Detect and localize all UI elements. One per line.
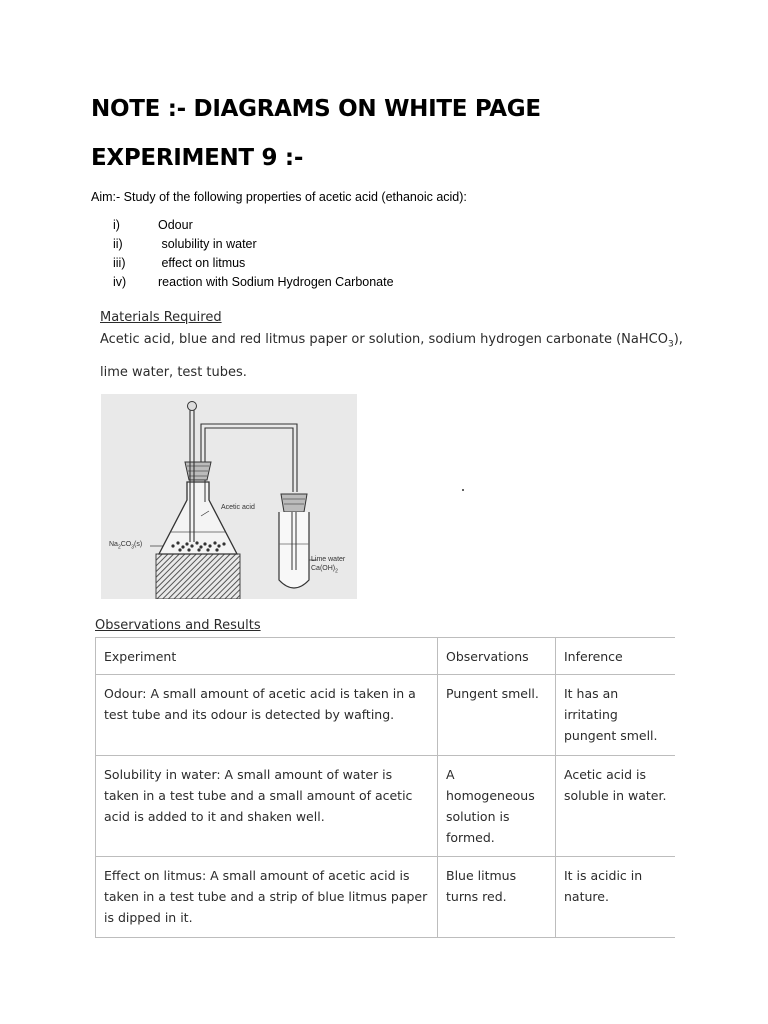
particle — [195, 541, 198, 544]
particle — [185, 542, 188, 545]
particle — [187, 548, 190, 551]
table-row — [96, 857, 676, 938]
particle — [213, 541, 216, 544]
particle — [208, 544, 211, 547]
particle — [206, 548, 209, 551]
label-acetic-acid: Acetic acid — [221, 504, 255, 511]
particle — [203, 542, 206, 545]
list-item — [113, 218, 513, 237]
cell-experiment: Odour: A small amount of acetic acid is taken in a test tube and its odour is detected by wafting. — [96, 675, 438, 756]
list-item-text: Odour — [158, 218, 193, 232]
label-calcium-hydroxide: $Ca(OH)_2$ — [311, 565, 338, 575]
materials-heading: Materials Required — [100, 310, 222, 325]
list-item — [113, 237, 513, 256]
cell-experiment: Solubility in water: A small amount of water is taken in a test tube and a small amount of acetic acid is added to it and shaken well. — [96, 756, 438, 857]
cell-inference: It is acidic in nature. — [556, 857, 676, 938]
header-experiment: Experiment — [96, 638, 438, 675]
aim-text: Aim:- Study of the following properties of acetic acid (ethanoic acid): — [91, 190, 467, 204]
table-row — [96, 675, 676, 756]
particle — [190, 544, 193, 547]
cell-experiment: Effect on litmus: A small amount of acetic acid is taken in a test tube and a strip of blue litmus paper is dipped in it. — [96, 857, 438, 938]
list-item-number: iv) — [113, 275, 127, 289]
materials-body — [100, 326, 690, 386]
cell-observation: Pungent smell. — [438, 675, 556, 756]
test-tube-stopper — [281, 494, 307, 512]
delivery-tube — [201, 424, 297, 492]
table-row — [96, 756, 676, 857]
observations-heading: Observations and Results — [95, 618, 261, 633]
cell-inference: Acetic acid is soluble in water. — [556, 756, 676, 857]
list-item-text: solubility in water — [158, 237, 257, 251]
list-item — [113, 256, 513, 275]
cell-inference: It has an irritating pungent smell. — [556, 675, 676, 756]
particle — [215, 548, 218, 551]
thistle-funnel-top — [188, 402, 197, 411]
test-tube — [279, 512, 309, 588]
cell-observation: A homogeneous solution is formed. — [438, 756, 556, 857]
properties-list — [113, 218, 513, 294]
stand-block — [156, 554, 240, 599]
particle — [171, 544, 174, 547]
list-item-number: ii) — [113, 237, 123, 251]
particle — [181, 545, 184, 548]
particle — [217, 544, 220, 547]
stray-dot — [462, 489, 464, 491]
label-sodium-carbonate: $Na_2CO_3(s)$ — [109, 541, 143, 551]
materials-text-1: Acetic acid, blue and red litmus paper or solution, sodium hydrogen carbonate (NaHCO — [100, 332, 668, 347]
materials-text-2: ), lime water, test tubes. — [100, 332, 683, 380]
list-item-text: reaction with Sodium Hydrogen Carbonate — [158, 275, 394, 289]
particle — [178, 548, 181, 551]
list-item — [113, 275, 513, 294]
list-item-text: effect on litmus — [158, 256, 246, 270]
particle — [222, 542, 225, 545]
list-item-number: i) — [113, 218, 120, 232]
particle — [199, 545, 202, 548]
label-lime-water: Lime water — [311, 556, 346, 563]
list-item-number: iii) — [113, 256, 126, 270]
experiment-heading: EXPERIMENT 9 :- — [91, 145, 304, 171]
particle — [176, 541, 179, 544]
materials-subscript: 3 — [667, 339, 674, 350]
apparatus-diagram — [101, 394, 357, 599]
header-inference: Inference — [556, 638, 676, 675]
cell-observation: Blue litmus turns red. — [438, 857, 556, 938]
observations-table — [95, 637, 675, 938]
particle — [197, 548, 200, 551]
header-observations: Observations — [438, 638, 556, 675]
note-heading: NOTE :- DIAGRAMS ON WHITE PAGE — [91, 96, 541, 122]
table-header-row — [96, 638, 676, 675]
